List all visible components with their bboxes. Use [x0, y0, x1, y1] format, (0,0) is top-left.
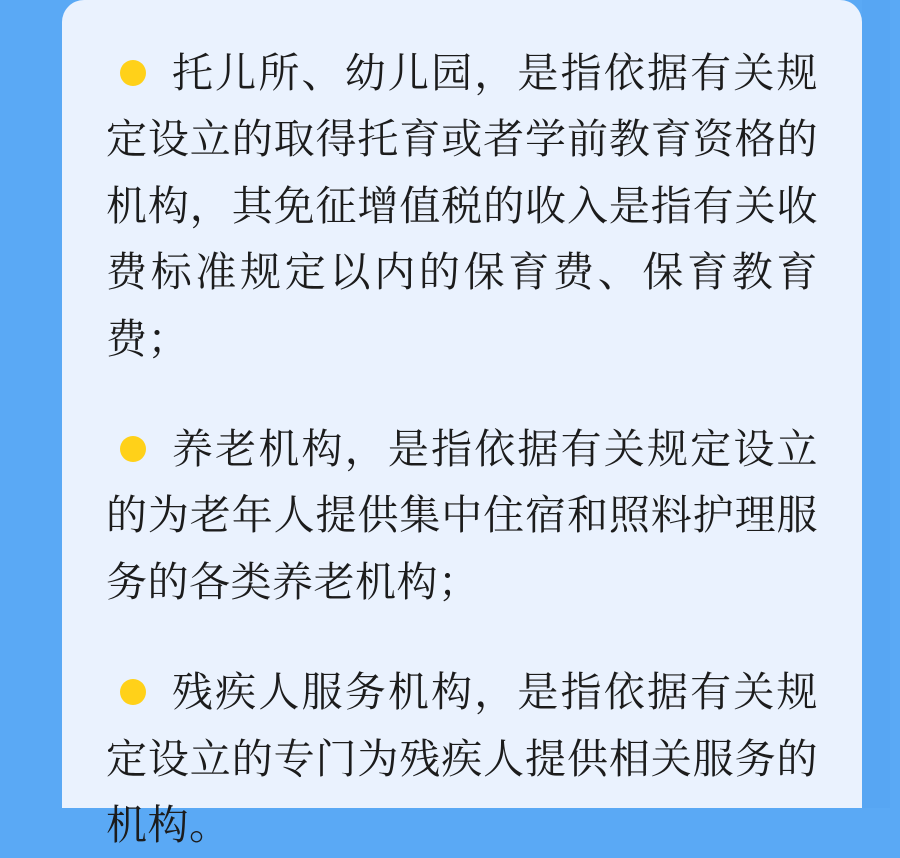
left-background-gutter [0, 0, 62, 808]
yellow-dot-icon [120, 679, 146, 705]
paragraph-item [106, 659, 818, 858]
right-background-gutter [862, 0, 900, 808]
content-card [62, 0, 862, 849]
paragraph-text: 残疾人服务机构，是指依据有关规定设立的专门为残疾人提供相关服务的机构。 [106, 669, 818, 849]
yellow-dot-icon [120, 436, 146, 462]
paragraph-item [106, 40, 818, 372]
paragraph-text: 养老机构，是指依据有关规定设立的为老年人提供集中住宿和照料护理服务的各类养老机构； [106, 426, 818, 605]
paragraph-item [106, 416, 818, 615]
right-inner-band [862, 0, 890, 808]
yellow-dot-icon [120, 60, 146, 86]
paragraph-text: 托儿所、幼儿园，是指依据有关规定设立的取得托育或者学前教育资格的机构，其免征增值税的收入是指有关收费标准规定以内的保育费、保育教育费； [106, 50, 818, 362]
